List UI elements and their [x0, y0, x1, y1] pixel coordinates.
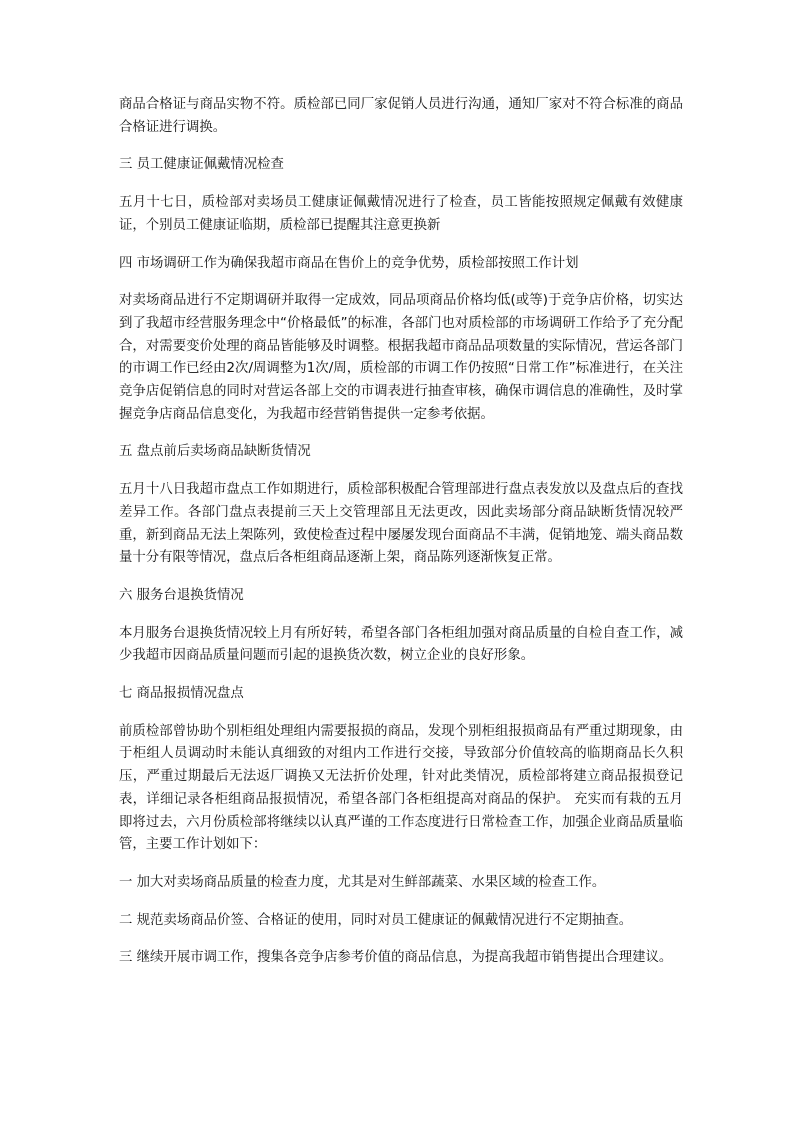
section-heading-stock-shortage: 五 盘点前后卖场商品缺断货情况	[119, 444, 311, 460]
paragraph-health-certificate: 五月十七日，质检部对卖场员工健康证佩戴情况进行了检查，员工皆能按照规定佩戴有效健康证，个别员工健康证临期，质检部已提醒其注意更换新	[119, 195, 683, 233]
plan-item-quality-inspection: 一 加大对卖场商品质量的检查力度，尤其是对生鲜部蔬菜、水果区域的检查工作。	[119, 874, 606, 890]
paragraph-market-research: 对卖场商品进行不定期调研并取得一定成效，同品项商品价格均低(或等)于竞争店价格，切实达到了我超市经营服务理念中“价格最低”的标准，各部门也对质检部的市场调研工作给予了充分配合，对需要变价处理的商品皆能够及时调整。根据我超市商品品项数量的实际情况，营运各部门的市调工作已经由2次/周调整为1次/周，质检部的市调工作仍按照“日常工作”标准进行，在关注竞争店促销信息的同时对营运各部上交的市调表进行抽查审核，确保市调信息的准确性，及时掌握竞争店商品信息变化，为我超市经营销售提供一定参考依据。	[119, 293, 683, 422]
paragraph-stock-shortage: 五月十八日我超市盘点工作如期进行，质检部积极配合管理部进行盘点表发放以及盘点后的查找差异工作。各部门盘点表提前三天上交管理部且无法更改，因此卖场部分商品缺断货情况较严重，新到商品无法上架陈列，致使检查过程中屡屡发现台面商品不丰满，促销地笼、端头商品数量十分有限等情况，盘点后各柜组商品逐渐上架，商品陈列逐渐恢复正常。	[119, 482, 683, 566]
paragraph-damage-report: 前质检部曾协助个别柜组处理组内需要报损的商品，发现个别柜组报损商品有严重过期现象，由于柜组人员调动时未能认真细致的对组内工作进行交接，导致部分价值较高的临期商品长久积压，严重过期最后无法返厂调换又无法折价处理，针对此类情况，质检部将建立商品报损登记表，详细记录各柜组商品报损情况，希望各部门各柜组提高对商品的保护。 充实而有栽的五月即将过去，六月份质检部将继续以认真严谨的工作态度进行日常检查工作，加强企业商品质量临管，主要工作计划如下：	[119, 723, 683, 853]
section-heading-market-research: 四 市场调研工作为确保我超市商品在售价上的竞争优势，质检部按照工作计划	[119, 255, 579, 271]
plan-item-price-tags: 二 规范卖场商品价签、合格证的使用，同时对员工健康证的佩戴情况进行不定期抽查。	[119, 912, 633, 928]
section-heading-damage-report: 七 商品报损情况盘点	[119, 686, 244, 702]
section-heading-returns: 六 服务台退换货情况	[119, 587, 244, 603]
document-page	[119, 94, 683, 970]
paragraph-certificate-mismatch: 商品合格证与商品实物不符。质检部已同厂家促销人员进行沟通，通知厂家对不符合标准的商品合格证进行调换。	[119, 97, 683, 135]
plan-item-market-research: 三 继续开展市调工作，搜集各竞争店参考价值的商品信息，为提高我超市销售提出合理建议。	[119, 950, 673, 966]
section-heading-health-certificate: 三 员工健康证佩戴情况检查	[119, 157, 284, 173]
paragraph-returns: 本月服务台退换货情况较上月有所好转，希望各部门各柜组加强对商品质量的自检自查工作，减少我超市因商品质量问题而引起的退换货次数，树立企业的良好形象。	[119, 625, 683, 664]
